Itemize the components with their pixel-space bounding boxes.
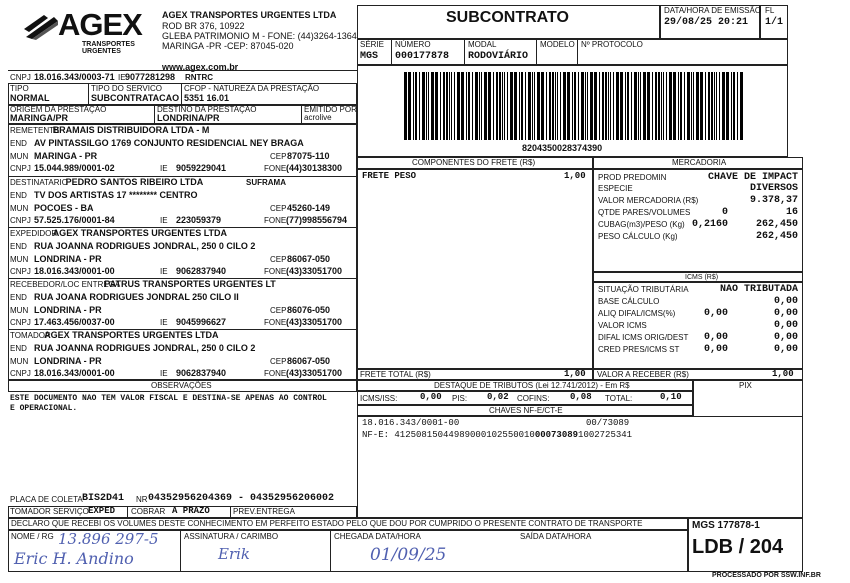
tomador-cnpj-label: CNPJ [10, 369, 31, 378]
expedidor-end: RUA JOANNA RODRIGUES JONDRAL, 250 0 CILO 2 [34, 241, 256, 251]
destinatario-cep: 45260-149 [287, 203, 331, 213]
barcode-bar [687, 72, 690, 140]
barcode-bar [534, 72, 535, 140]
expedidor-cep-label: CEP [270, 255, 287, 264]
expedidor-cnpj: 18.016.343/0001-00 [34, 266, 115, 276]
barcode-bar [428, 72, 429, 140]
barcode-bar [528, 72, 531, 140]
base-label: BASE CÁLCULO [598, 297, 660, 306]
destino-label: DESTINO DA PRESTAÇÃO [157, 105, 257, 114]
barcode-bar [541, 72, 544, 140]
barcode-bar [449, 72, 450, 140]
barcode-bar [669, 72, 672, 140]
modal-value: RODOVIÁRIO [468, 51, 529, 62]
frete-item-value: 1,00 [564, 171, 586, 181]
tomador-ie: 9062837940 [176, 368, 227, 378]
barcode-number: 8204350028374390 [522, 143, 603, 153]
barcode-bar [572, 72, 573, 140]
servico-label: TIPO DO SERVICO [91, 84, 162, 93]
cred-value: 0,00 [773, 344, 798, 355]
receber-label: VALOR A RECEBER (R$) [597, 370, 689, 379]
origem-label: ORIGEM DA PRESTAÇÃO [10, 105, 107, 114]
total-trib-value: 0,10 [660, 392, 682, 402]
valor-merc-label: VALOR MERCADORIA (R$) [598, 196, 699, 205]
cobrar-value: A PRAZO [172, 506, 210, 516]
total-trib-label: TOTAL: [605, 394, 633, 403]
barcode-bar [638, 72, 639, 140]
pis-label: PIS: [452, 394, 468, 403]
barcode-bar [610, 72, 611, 140]
barcode-bar [419, 72, 420, 140]
aliq-value-1: 0,00 [703, 308, 728, 319]
tributos-header: DESTAQUE DE TRIBUTOS (Lei 12.741/2012) - Em R$ [434, 381, 630, 390]
barcode-bar [466, 72, 467, 140]
barcode-bar [655, 72, 657, 140]
ref-number: MGS 177878-1 [692, 520, 760, 531]
pix-label: PIX [739, 381, 752, 390]
barcode-bar [620, 72, 623, 140]
barcode-bar [605, 72, 607, 140]
barcode-bar [537, 72, 540, 140]
barcode-bar [740, 72, 743, 140]
barcode-bar [684, 72, 685, 140]
barcode-bar [454, 72, 455, 140]
company-addr2: GLEBA PATRIMONIO M - FONE: (44)3264-1364 [162, 31, 357, 41]
remetente-mun-label: MUN [10, 152, 29, 161]
destinatario-mun: POCOES - BA [34, 203, 94, 213]
fl-label: FL [765, 6, 775, 15]
tomador-mun: LONDRINA - PR [34, 356, 102, 366]
saida-label: SAÍDA DATA/HORA [520, 532, 592, 541]
cred-value-1: 0,00 [703, 344, 728, 355]
barcode-bar [708, 72, 710, 140]
handwritten-date: 01/09/25 [370, 545, 447, 565]
remetente-end-label: END [10, 139, 27, 148]
remetente-label: REMETENTE [10, 126, 60, 135]
barcode-bar [502, 72, 503, 140]
cfop-value: 5351 16.01 [184, 93, 230, 103]
barcode-bar [691, 72, 692, 140]
placa-value: BIS2D41 [82, 493, 125, 504]
rntrc-label: RNTRC [185, 73, 213, 82]
barcode-bar [525, 72, 526, 140]
barcode-bar [711, 72, 713, 140]
barcode-bar [510, 72, 513, 140]
pis-value: 0,02 [487, 392, 509, 402]
barcode-bar [546, 72, 547, 140]
prod-label: PROD PREDOMIN [598, 173, 667, 182]
remetente-name: BRAMAIS DISTRIBUIDORA LTDA - M [52, 125, 210, 135]
tipo-label: TIPO [10, 84, 29, 93]
barcode-bar [468, 72, 470, 140]
nome-rg-label: NOME / RG [11, 532, 54, 541]
emitido-value: acrolive [304, 113, 332, 122]
icms-header: ICMS (R$) [685, 274, 719, 281]
barcode-bar [663, 72, 664, 140]
placa-label: PLACA DE COLETA [10, 495, 83, 504]
tipo-value: NORMAL [10, 93, 50, 103]
company-addr3: MARINGA -PR -CEP: 87045-020 [162, 41, 294, 51]
expedidor-ie: 9062837940 [176, 266, 227, 276]
barcode-bar [705, 72, 706, 140]
receber-value: 1,00 [772, 369, 794, 379]
origem-value: MARINGA/PR [10, 113, 68, 123]
barcode-bar [590, 72, 593, 140]
barcode-bar [602, 72, 604, 140]
barcode-bar [504, 72, 505, 140]
barcode-bar [514, 72, 517, 140]
remetente-cep-label: CEP [270, 152, 287, 161]
barcode-bar [658, 72, 660, 140]
tomador-cnpj: 18.016.343/0001-00 [34, 368, 115, 378]
assinatura-label: ASSINATURA / CARIMBO [184, 532, 279, 541]
barcode-bar [563, 72, 566, 140]
handwritten-rg: 13.896 297-5 [58, 530, 159, 548]
barcode-bar [415, 72, 417, 140]
aliq-label: ALIQ DIFAL/ICMS(%) [598, 309, 676, 318]
especie-label: ESPECIE [598, 184, 633, 193]
expedidor-cep: 86067-050 [287, 254, 331, 264]
barcode-bar [680, 72, 682, 140]
barcode-bar [461, 72, 464, 140]
obs-line1: ESTE DOCUMENTO NAO TEM VALOR FISCAL E DESTINA-SE APENAS AO CONTROL [10, 394, 327, 403]
tomador-end-label: END [10, 344, 27, 353]
tomador-end: RUA JOANNA RODRIGUES JONDRAL, 250 0 CILO 2 [34, 343, 256, 353]
company-addr1: ROD BR 376, 10922 [162, 21, 245, 31]
barcode-bar [678, 72, 679, 140]
logo-sub1: TRANSPORTES [82, 41, 135, 48]
expedidor-cnpj-label: CNPJ [10, 267, 31, 276]
expedidor-end-label: END [10, 242, 27, 251]
company-site: www.agex.com.br [162, 62, 239, 72]
remetente-ie: 9059229041 [176, 163, 227, 173]
company-logo [24, 8, 154, 54]
barcode-bar [719, 72, 720, 140]
emitido-label: EMITIDO POR [304, 105, 357, 114]
barcode-bar [484, 72, 487, 140]
barcode-bar [613, 72, 614, 140]
recebedor-cnpj-label: CNPJ [10, 318, 31, 327]
tomador-fone: (43)33051700 [286, 368, 343, 378]
prod-value: CHAVE DE IMPACT [707, 172, 798, 183]
barcode-bar [446, 72, 448, 140]
tomador-servico-value: EXPED [88, 506, 116, 516]
handwritten-name: Eric H. Andino [14, 549, 134, 568]
cred-label: CRED PRES/ICMS ST [598, 345, 680, 354]
barcode-bar [627, 72, 629, 140]
barcode-bar [426, 72, 427, 140]
servico-value: SUBCONTRATACAO [91, 93, 180, 103]
barcode-bar [631, 72, 632, 140]
barcode-bar [722, 72, 725, 140]
destino-value: LONDRINA/PR [157, 113, 220, 123]
barcode-bar [552, 72, 554, 140]
valor-icms-value: 0,00 [773, 320, 798, 331]
numero-label: NÚMERO [395, 40, 431, 49]
chaves-header: CHAVES NF-E/CT-E [489, 406, 563, 415]
cubag-value: 262,450 [755, 219, 798, 230]
barcode-bar [519, 72, 520, 140]
barcode-bar [585, 72, 586, 140]
recebedor-cep: 86076-050 [287, 305, 331, 315]
barcode-bar [408, 72, 411, 140]
numero-value: 000177878 [395, 51, 450, 62]
destinatario-end-label: END [10, 191, 27, 200]
destinatario-end: TV DOS ARTISTAS 17 ******** CENTRO [34, 190, 198, 200]
nr-label: NR [136, 495, 148, 504]
recebedor-label: RECEBEDOR/LOC ENTREGA [10, 280, 121, 289]
handwritten-signature: Erik [218, 545, 251, 563]
barcode-bar [431, 72, 434, 140]
destinatario-cep-label: CEP [270, 204, 287, 213]
barcode-bar [731, 72, 732, 140]
barcode-bar [693, 72, 694, 140]
difal-value-1: 0,00 [703, 332, 728, 343]
barcode-bar [616, 72, 619, 140]
barcode-bar [435, 72, 438, 140]
ldb-code: LDB / 204 [692, 536, 784, 558]
barcode-bar [578, 72, 579, 140]
chave-line1a: 18.016.343/0001-00 [362, 418, 460, 428]
frete-header: COMPONENTES DO FRETE (R$) [412, 158, 536, 167]
tomador-label: TOMADOR [10, 331, 51, 340]
icmsiss-value: 0,00 [420, 392, 442, 402]
barcode-bar [726, 72, 729, 140]
ie-label: IE [118, 73, 126, 82]
destinatario-ie: 223059379 [176, 215, 222, 225]
barcode-bar [733, 72, 735, 140]
remetente-cnpj-label: CNPJ [10, 164, 31, 173]
barcode-bar [599, 72, 600, 140]
aliq-value: 0,00 [773, 308, 798, 319]
barcode-bar [457, 72, 460, 140]
tomador-cep: 86067-050 [287, 356, 331, 366]
recebedor-mun: LONDRINA - PR [34, 305, 102, 315]
serie-value: MGS [360, 51, 379, 62]
qtde-value: 16 [785, 207, 798, 218]
difal-value: 0,00 [773, 332, 798, 343]
barcode-bar [488, 72, 491, 140]
prev-entrega-label: PREV.ENTREGA [233, 507, 295, 516]
barcode-bar [643, 72, 646, 140]
modal-label: MODAL [468, 40, 497, 49]
barcode-bar [475, 72, 478, 140]
barcode-bar [661, 72, 662, 140]
emissao-value: 29/08/25 20:21 [664, 17, 749, 28]
barcode-bar [716, 72, 717, 140]
barcode-bar [557, 72, 558, 140]
modelo-label: MODELO [540, 40, 575, 49]
barcode-bar [481, 72, 482, 140]
cnpj-label: CNPJ [10, 73, 31, 82]
chegada-label: CHEGADA DATA/HORA [334, 532, 421, 541]
expedidor-mun: LONDRINA - PR [34, 254, 102, 264]
barcode-bar [413, 72, 414, 140]
barcode-bar [404, 72, 407, 140]
remetente-cnpj: 15.044.989/0001-02 [34, 163, 115, 173]
recebedor-fone-label: FONE [264, 318, 287, 327]
barcode-bar [507, 72, 508, 140]
tomador-servico-label: TOMADOR SERVIÇO [10, 507, 89, 516]
destinatario-cnpj-label: CNPJ [10, 216, 31, 225]
recebedor-cnpj: 17.463.456/0037-00 [34, 317, 115, 327]
barcode-bar [581, 72, 584, 140]
sit-value: NAO TRIBUTADA [719, 284, 798, 295]
company-name: AGEX TRANSPORTES URGENTES LTDA [162, 10, 337, 20]
barcode-bar [673, 72, 676, 140]
barcode-bar [625, 72, 626, 140]
recebedor-end-label: END [10, 293, 27, 302]
doc-title: SUBCONTRATO [446, 9, 569, 26]
mercadoria-header: MERCADORIA [672, 158, 727, 167]
destinatario-cnpj: 57.525.176/0001-84 [34, 215, 115, 225]
tomador-mun-label: MUN [10, 357, 29, 366]
remetente-mun: MARINGA - PR [34, 151, 98, 161]
recebedor-mun-label: MUN [10, 306, 29, 315]
chave-line1b: 00/73089 [586, 418, 630, 428]
remetente-fone-label: FONE [264, 164, 287, 173]
barcode-bar [479, 72, 480, 140]
tomador-name: AGEX TRANSPORTES URGENTES LTDA [44, 330, 219, 340]
barcode-bar [496, 72, 498, 140]
barcode-bar [493, 72, 494, 140]
peso-label: PESO CÁLCULO (Kg) [598, 232, 678, 241]
cubag-label: CUBAG(m3)/PESO (Kg) [598, 220, 685, 229]
recebedor-ie-label: IE [160, 318, 168, 327]
obs-line2: E OPERACIONAL. [10, 404, 78, 413]
company-cnpj: 18.016.343/0003-71 [34, 72, 115, 82]
difal-label: DIFAL ICMS ORIG/DEST [598, 333, 689, 342]
barcode-bar [714, 72, 715, 140]
valor-icms-label: VALOR ICMS [598, 321, 647, 330]
tomador-ie-label: IE [160, 369, 168, 378]
suframa-label: SUFRAMA [246, 178, 286, 187]
barcode-bar [587, 72, 588, 140]
remetente-cep: 87075-110 [287, 151, 330, 161]
barcode-bar [422, 72, 425, 140]
cfop-label: CFOP - NATUREZA DA PRESTAÇÃO [184, 84, 320, 93]
protocolo-label: Nº PROTOCOLO [581, 40, 643, 49]
recebedor-name: PATRUS TRANSPORTES URGENTES LT [104, 279, 276, 289]
expedidor-name: AGEX TRANSPORTES URGENTES LTDA [52, 228, 228, 238]
tomador-cep-label: CEP [270, 357, 287, 366]
barcode-bar [608, 72, 609, 140]
frete-item: FRETE PESO [362, 171, 417, 181]
tomador-fone-label: FONE [264, 369, 287, 378]
destinatario-name: PEDRO SANTOS RIBEIRO LTDA [65, 177, 204, 187]
observacoes-header: OBSERVAÇÕES [151, 381, 212, 390]
cobrar-label: COBRAR [131, 507, 166, 516]
destinatario-mun-label: MUN [10, 204, 29, 213]
nr-value: 04352956204369 - 04352956206002 [148, 493, 335, 504]
logo-sub2: URGENTES [82, 48, 121, 55]
qtde-value-1: 0 [721, 207, 728, 218]
company-ie: 9077281298 [125, 72, 176, 82]
especie-value: DIVERSOS [749, 183, 798, 194]
chave-line2: NF-E: 41250815044989000102550010000730891002725341 [362, 430, 633, 440]
recebedor-fone: (43)33051700 [286, 317, 343, 327]
destinatario-fone: (77)998556794 [286, 215, 348, 225]
expedidor-fone-label: FONE [264, 267, 287, 276]
expedidor-mun-label: MUN [10, 255, 29, 264]
remetente-fone: (44)30138300 [286, 163, 343, 173]
recebedor-ie: 9045996627 [176, 317, 227, 327]
barcode-bar [574, 72, 576, 140]
cofins-label: COFINS: [517, 394, 550, 403]
sit-label: SITUAÇÃO TRIBUTÁRIA [598, 285, 689, 294]
fl-value: 1/1 [765, 17, 784, 28]
declaro-text: DECLARO QUE RECEBI OS VOLUMES DESTE CONHECIMENTO EM PERFEITO ESTADO PELO QUE DOU POR CUMPRIDO O PRESENTE CONTRATO DE TRANSPORTE [11, 519, 643, 528]
barcode-bar [521, 72, 523, 140]
barcode-bar [700, 72, 703, 140]
barcode-bar [594, 72, 597, 140]
frete-total-label: FRETE TOTAL (R$) [360, 370, 431, 379]
barcode-bar [499, 72, 501, 140]
barcode-bar [560, 72, 561, 140]
cofins-value: 0,08 [570, 392, 592, 402]
barcode-bar [440, 72, 441, 140]
barcode-bar [666, 72, 667, 140]
barcode-bar [640, 72, 641, 140]
cubag-value-1: 0,2160 [691, 219, 728, 230]
qtde-label: QTDE PARES/VOLUMES [598, 208, 691, 217]
remetente-end: AV PINTASSILGO 1769 CONJUNTO RESIDENCIAL NEY BRAGA [34, 138, 304, 148]
destinatario-fone-label: FONE [264, 216, 287, 225]
barcode-bar [696, 72, 699, 140]
barcode [404, 72, 744, 140]
barcode-bar [549, 72, 551, 140]
expedidor-label: EXPEDIDOR [10, 229, 58, 238]
barcode-bar [737, 72, 738, 140]
barcode-bar [532, 72, 533, 140]
barcode-bar [472, 72, 473, 140]
expedidor-ie-label: IE [160, 267, 168, 276]
logo-swoosh-icon [24, 11, 60, 41]
logo-text: AGEX [58, 7, 142, 42]
destinatario-ie-label: IE [160, 216, 168, 225]
barcode-bar [451, 72, 452, 140]
barcode-bar [634, 72, 637, 140]
icmsiss-label: ICMS/ISS: [360, 394, 398, 403]
frete-total-value: 1,00 [564, 369, 586, 379]
base-value: 0,00 [773, 296, 798, 307]
barcode-bar [647, 72, 650, 140]
peso-value: 262,450 [755, 231, 798, 242]
remetente-ie-label: IE [160, 164, 168, 173]
emissao-label: DATA/HORA DE EMISSÃO [664, 6, 762, 15]
barcode-bar [567, 72, 570, 140]
barcode-bar [555, 72, 556, 140]
processado-text: PROCESSADO POR SSW.INF.BR [712, 572, 821, 579]
serie-label: SÉRIE [360, 40, 385, 49]
expedidor-fone: (43)33051700 [286, 266, 343, 276]
recebedor-end: RUA JOANA RODRIGUES JONDRAL 250 CILO II [34, 292, 239, 302]
valor-merc-value: 9.378,37 [749, 195, 798, 206]
barcode-bar [443, 72, 445, 140]
recebedor-cep-label: CEP [270, 306, 287, 315]
barcode-bar [652, 72, 653, 140]
destinatario-label: DESTINATARIO [10, 178, 68, 187]
